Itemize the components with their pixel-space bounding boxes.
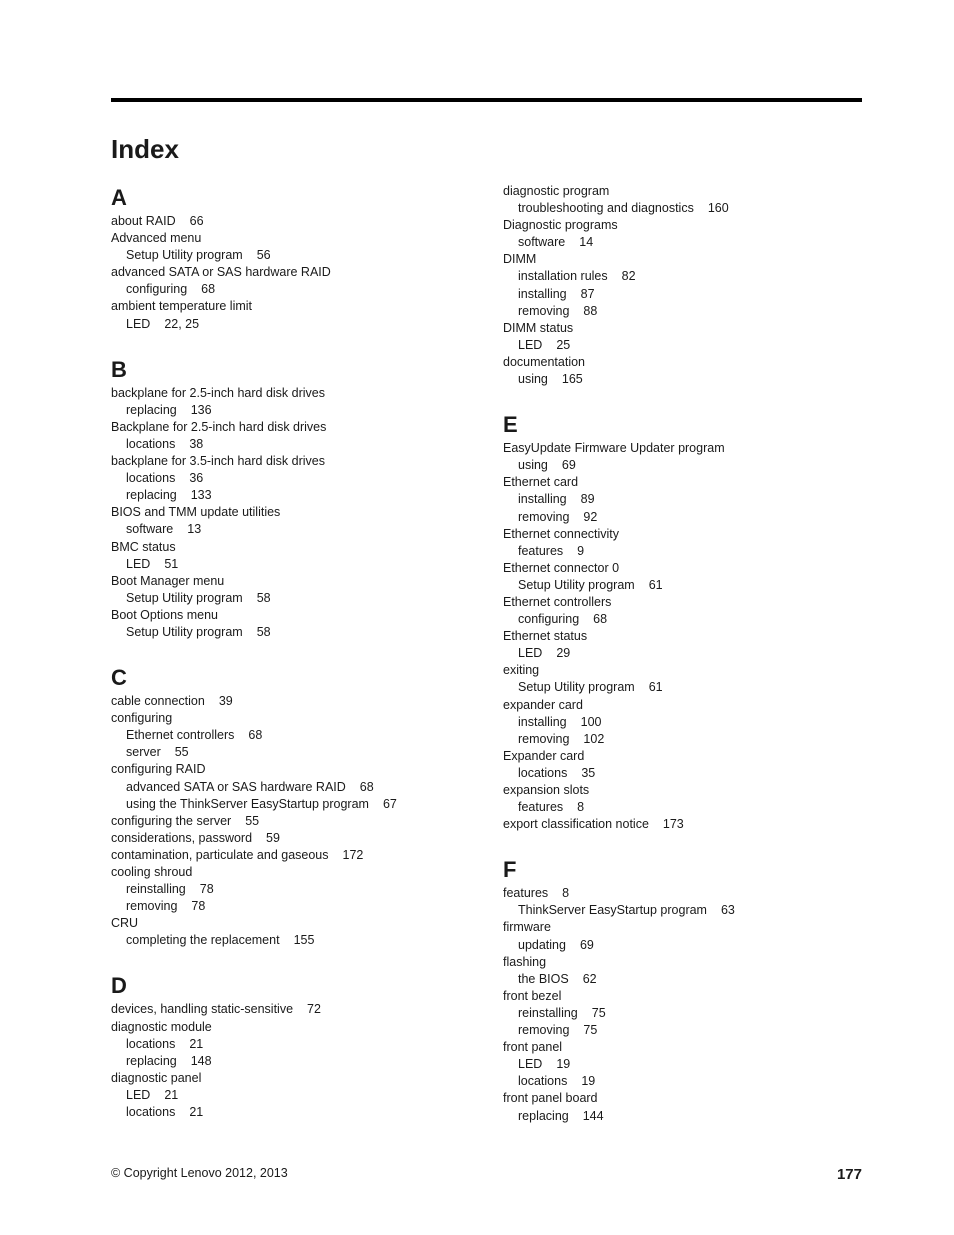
- entry-term: installing: [518, 714, 567, 729]
- index-entry: [503, 885, 863, 902]
- entry-term: using the ThinkServer EasyStartup program: [126, 796, 369, 811]
- entry-page-ref[interactable]: 68: [359, 779, 374, 794]
- entry-term: CRU: [111, 916, 139, 931]
- entry-page-ref[interactable]: 69: [579, 937, 594, 952]
- entry-page-ref[interactable]: 66: [189, 214, 204, 228]
- index-subentry: [503, 731, 863, 748]
- entry-term: configuring the server: [111, 813, 232, 828]
- entry-term: contamination, particulate and gaseous: [111, 847, 329, 862]
- entry-term: BMC status: [111, 539, 176, 554]
- index-entry: [111, 419, 471, 436]
- entry-page-ref[interactable]: 78: [191, 899, 206, 914]
- entry-term: configuring RAID: [111, 762, 206, 777]
- index-subentry: [503, 971, 863, 988]
- index-subentry: [111, 1036, 471, 1053]
- entry-term: locations: [126, 1105, 176, 1120]
- index-subentry: [111, 796, 471, 813]
- entry-page-ref[interactable]: 55: [245, 813, 260, 828]
- index-entry: [111, 813, 471, 830]
- index-entry: [111, 761, 471, 778]
- index-entry: [111, 504, 471, 521]
- index-subentry: [503, 337, 863, 354]
- page-number: 177: [836, 1166, 862, 1183]
- index-entry: [111, 864, 471, 881]
- entry-term: removing: [518, 509, 570, 524]
- entry-term: locations: [126, 436, 176, 451]
- index-subentry: [111, 521, 471, 538]
- index-entry: [111, 230, 471, 247]
- index-entry: [503, 560, 863, 577]
- entry-page-ref[interactable]: 92: [583, 509, 598, 524]
- index-subentry: [503, 902, 863, 919]
- entry-term: advanced SATA or SAS hardware RAID: [126, 779, 346, 794]
- section-letter: D: [111, 973, 127, 999]
- entry-term: reinstalling: [518, 1005, 578, 1020]
- entry-page-ref[interactable]: 58: [256, 624, 271, 639]
- index-entry: [111, 830, 471, 847]
- index-entry: [503, 354, 863, 371]
- index-subentry: [503, 491, 863, 508]
- index-subentry: [503, 457, 863, 474]
- index-entry: [503, 183, 863, 200]
- index-entry: [503, 628, 863, 645]
- entry-page-ref[interactable]: 8: [577, 800, 585, 815]
- entry-page-ref[interactable]: 133: [190, 488, 212, 503]
- entry-page-ref[interactable]: 63: [720, 903, 735, 918]
- index-subentry: [503, 937, 863, 954]
- index-entry: [503, 1039, 863, 1056]
- entry-term: DIMM: [503, 252, 537, 267]
- entry-term: reinstalling: [126, 882, 186, 897]
- entry-term: Ethernet status: [503, 629, 588, 644]
- entry-page-ref[interactable]: 56: [256, 248, 271, 263]
- entry-page-ref[interactable]: 38: [189, 436, 204, 451]
- index-subentry: [503, 1108, 863, 1125]
- section-letter: E: [503, 412, 518, 438]
- entry-term: replacing: [126, 402, 177, 417]
- index-entry: [503, 526, 863, 543]
- index-section: [111, 971, 471, 1121]
- entry-page-ref[interactable]: 61: [648, 680, 663, 695]
- index-section: [111, 183, 471, 333]
- entry-term: Setup Utility program: [126, 590, 243, 605]
- entry-page-ref[interactable]: 148: [190, 1053, 212, 1068]
- entry-page-ref[interactable]: 75: [583, 1023, 598, 1038]
- index-subentry: [503, 1005, 863, 1022]
- index-entry: [111, 693, 471, 710]
- entry-page-ref[interactable]: 100: [580, 714, 602, 729]
- index-entry: [503, 594, 863, 611]
- entry-page-ref[interactable]: 25: [556, 337, 571, 352]
- entry-term: removing: [518, 1023, 570, 1038]
- entry-term: LED: [518, 337, 543, 352]
- entry-term: removing: [126, 899, 178, 914]
- entry-page-ref[interactable]: 68: [248, 728, 263, 743]
- entry-page-ref[interactable]: 13: [187, 522, 202, 537]
- index-column-left: [111, 183, 471, 1143]
- entry-term: server: [126, 745, 161, 760]
- index-entry: [111, 539, 471, 556]
- index-subentry: [111, 624, 471, 641]
- index-entry: [111, 213, 471, 230]
- index-subentry: [111, 932, 471, 949]
- page-title: Index: [111, 134, 179, 164]
- entry-term: Backplane for 2.5-inch hard disk drives: [111, 419, 327, 434]
- index-section: [111, 355, 471, 641]
- index-subentry: [111, 779, 471, 796]
- index-subentry: [503, 1073, 863, 1090]
- entry-term: locations: [518, 765, 568, 780]
- section-letter: B: [111, 356, 127, 382]
- entry-term: using: [518, 372, 548, 387]
- entry-page-ref[interactable]: 165: [561, 372, 583, 387]
- index-entry: [503, 697, 863, 714]
- entry-term: diagnostic module: [111, 1019, 212, 1034]
- entry-term: cooling shroud: [111, 865, 193, 879]
- entry-term: locations: [126, 471, 176, 486]
- entry-term: Ethernet connector 0: [503, 560, 620, 575]
- index-column-right: [503, 183, 863, 1147]
- entry-term: about RAID: [111, 214, 176, 228]
- index-subentry: [111, 590, 471, 607]
- entry-term: LED: [518, 646, 543, 661]
- index-subentry: [503, 1056, 863, 1073]
- index-subentry: [111, 436, 471, 453]
- entry-term: LED: [126, 1087, 151, 1102]
- entry-page-ref[interactable]: 14: [579, 235, 594, 250]
- entry-term: Boot Manager menu: [111, 573, 225, 588]
- entry-term: LED: [126, 556, 151, 571]
- entry-page-ref[interactable]: 173: [662, 817, 684, 832]
- entry-term: using: [518, 458, 548, 473]
- index-entry: [111, 385, 471, 402]
- index-subentry: [111, 1087, 471, 1104]
- entry-page-ref[interactable]: 55: [174, 745, 189, 760]
- index-section: [503, 855, 863, 1124]
- entry-term: firmware: [503, 920, 551, 935]
- entry-term: exiting: [503, 663, 540, 678]
- entry-page-ref[interactable]: 62: [582, 971, 597, 986]
- index-subentry: [503, 765, 863, 782]
- entry-term: software: [518, 235, 566, 250]
- index-subentry: [111, 247, 471, 264]
- entry-term: expander card: [503, 697, 583, 712]
- entry-term: installation rules: [518, 269, 608, 284]
- entry-page-ref[interactable]: 68: [593, 612, 608, 627]
- entry-term: BIOS and TMM update utilities: [111, 505, 281, 520]
- entry-page-ref[interactable]: 19: [556, 1057, 571, 1072]
- entry-page-ref[interactable]: 78: [199, 882, 214, 897]
- entry-page-ref[interactable]: 51: [164, 556, 179, 571]
- index-entry: [111, 607, 471, 624]
- entry-term: Boot Options menu: [111, 607, 219, 622]
- index-subentry: [111, 1104, 471, 1121]
- entry-term: removing: [518, 303, 570, 318]
- entry-term: configuring: [111, 711, 173, 726]
- index-subentry: [503, 268, 863, 285]
- index-subentry: [503, 303, 863, 320]
- index-entry: [111, 573, 471, 590]
- index-entry: [111, 847, 471, 864]
- index-subentry: [111, 402, 471, 419]
- index-entry: [503, 919, 863, 936]
- index-entry: [503, 954, 863, 971]
- index-subentry: [111, 470, 471, 487]
- index-entry: [503, 217, 863, 234]
- entry-term: LED: [126, 316, 151, 331]
- entry-term: diagnostic program: [503, 184, 610, 198]
- entry-page-ref[interactable]: 75: [591, 1005, 606, 1020]
- entry-page-ref[interactable]: 82: [621, 269, 636, 284]
- index-entry: [111, 710, 471, 727]
- index-entry: [503, 662, 863, 679]
- header-rule: [111, 98, 862, 102]
- entry-page-ref[interactable]: 72: [307, 1002, 321, 1017]
- entry-term: Setup Utility program: [126, 248, 243, 263]
- index-subentry: [503, 645, 863, 662]
- entry-term: backplane for 3.5-inch hard disk drives: [111, 454, 326, 469]
- index-entry: [111, 1001, 471, 1018]
- entry-term: completing the replacement: [126, 933, 280, 948]
- entry-page-ref[interactable]: 8: [562, 886, 570, 901]
- index-subentry: [111, 881, 471, 898]
- entry-page-ref[interactable]: 172: [342, 847, 364, 862]
- index-entry: [503, 988, 863, 1005]
- index-entry: [503, 320, 863, 337]
- entry-term: DIMM status: [503, 320, 574, 335]
- entry-page-ref[interactable]: 39: [218, 694, 233, 709]
- entry-term: export classification notice: [503, 817, 649, 832]
- entry-term: front panel board: [503, 1091, 598, 1106]
- index-subentry: [503, 371, 863, 388]
- entry-term: Expander card: [503, 748, 585, 763]
- index-subentry: [111, 556, 471, 573]
- entry-term: advanced SATA or SAS hardware RAID: [111, 265, 331, 280]
- entry-term: locations: [518, 1074, 568, 1089]
- entry-page-ref[interactable]: 21: [189, 1036, 204, 1051]
- entry-term: software: [126, 522, 174, 537]
- entry-term: locations: [126, 1036, 176, 1051]
- entry-term: documentation: [503, 354, 586, 369]
- index-subentry: [111, 487, 471, 504]
- entry-term: LED: [518, 1057, 543, 1072]
- index-entry: [503, 816, 863, 833]
- entry-term: Setup Utility program: [518, 680, 635, 695]
- entry-term: front bezel: [503, 988, 562, 1003]
- entry-page-ref[interactable]: 144: [582, 1108, 604, 1123]
- index-entry: [111, 453, 471, 470]
- entry-term: cable connection: [111, 694, 205, 709]
- entry-page-ref[interactable]: 155: [293, 933, 315, 948]
- entry-term: features: [518, 800, 564, 815]
- section-letter: C: [111, 665, 127, 691]
- section-letter: A: [111, 185, 127, 210]
- index-entry: [111, 915, 471, 932]
- copyright-notice: © Copyright Lenovo 2012, 2013: [111, 1166, 288, 1180]
- entry-page-ref[interactable]: 68: [201, 282, 216, 297]
- index-subentry: [503, 234, 863, 251]
- index-subentry: [503, 1022, 863, 1039]
- index-subentry: [503, 799, 863, 816]
- entry-term: the BIOS: [518, 971, 569, 986]
- entry-term: configuring: [518, 612, 580, 627]
- entry-page-ref[interactable]: 160: [707, 201, 729, 216]
- entry-term: features: [518, 543, 564, 558]
- entry-term: Ethernet controllers: [126, 728, 235, 743]
- index-subentry: [503, 577, 863, 594]
- entry-page-ref[interactable]: 9: [577, 543, 585, 558]
- index-subentry: [111, 727, 471, 744]
- entry-page-ref[interactable]: 59: [266, 830, 280, 845]
- index-entry: [503, 474, 863, 491]
- index-subentry: [503, 200, 863, 217]
- entry-term: updating: [518, 937, 566, 952]
- index-entry: [503, 440, 863, 457]
- entry-page-ref[interactable]: 19: [581, 1074, 596, 1089]
- index-entry: [111, 298, 471, 315]
- entry-term: Setup Utility program: [518, 577, 635, 592]
- entry-term: installing: [518, 492, 567, 507]
- entry-page-ref[interactable]: 61: [648, 577, 663, 592]
- index-subentry: [111, 898, 471, 915]
- index-subentry: [111, 316, 471, 333]
- entry-page-ref[interactable]: 136: [190, 402, 212, 417]
- entry-term: ThinkServer EasyStartup program: [518, 903, 707, 918]
- entry-term: expansion slots: [503, 783, 590, 797]
- index-entry: [503, 1090, 863, 1107]
- index-subentry: [111, 281, 471, 298]
- entry-page-ref[interactable]: 102: [583, 731, 605, 746]
- index-section: [503, 410, 863, 833]
- entry-page-ref[interactable]: 89: [580, 492, 595, 507]
- index-entry: [503, 748, 863, 765]
- index-section: [503, 183, 863, 388]
- entry-term: front panel: [503, 1040, 563, 1055]
- entry-term: devices, handling static-sensitive: [111, 1002, 294, 1017]
- entry-term: ambient temperature limit: [111, 299, 253, 314]
- entry-term: troubleshooting and diagnostics: [518, 201, 694, 216]
- index-entry: [111, 1019, 471, 1036]
- entry-page-ref[interactable]: 21: [164, 1087, 179, 1102]
- index-entry: [503, 782, 863, 799]
- entry-term: features: [503, 886, 549, 901]
- entry-term: installing: [518, 286, 567, 301]
- entry-term: Ethernet card: [503, 475, 579, 490]
- index-entry: [111, 264, 471, 281]
- entry-term: replacing: [126, 1053, 177, 1068]
- index-subentry: [503, 611, 863, 628]
- index-subentry: [111, 744, 471, 761]
- entry-page-ref[interactable]: 87: [580, 286, 595, 301]
- index-subentry: [503, 679, 863, 696]
- entry-term: considerations, password: [111, 830, 253, 845]
- entry-page-ref[interactable]: 21: [189, 1105, 204, 1120]
- entry-page-ref[interactable]: 36: [189, 471, 204, 486]
- entry-page-ref[interactable]: 88: [583, 303, 598, 318]
- index-subentry: [503, 543, 863, 560]
- entry-page-ref[interactable]: 35: [581, 765, 596, 780]
- index-subentry: [111, 1053, 471, 1070]
- index-entry: [503, 251, 863, 268]
- index-subentry: [503, 509, 863, 526]
- entry-term: replacing: [518, 1108, 569, 1123]
- entry-page-ref[interactable]: 58: [256, 590, 271, 605]
- entry-page-ref[interactable]: 69: [561, 458, 576, 473]
- entry-term: configuring: [126, 282, 188, 297]
- entry-term: Ethernet controllers: [503, 594, 612, 609]
- entry-term: diagnostic panel: [111, 1070, 202, 1085]
- entry-term: removing: [518, 731, 570, 746]
- index-subentry: [503, 286, 863, 303]
- entry-term: flashing: [503, 954, 547, 969]
- entry-term: EasyUpdate Firmware Updater program: [503, 441, 725, 456]
- entry-term: Advanced menu: [111, 231, 202, 246]
- entry-term: backplane for 2.5-inch hard disk drives: [111, 385, 326, 400]
- index-section: [111, 663, 471, 949]
- index-subentry: [503, 714, 863, 731]
- entry-term: Ethernet connectivity: [503, 526, 620, 541]
- index-entry: [111, 1070, 471, 1087]
- entry-page-ref[interactable]: 29: [556, 646, 571, 661]
- entry-term: Setup Utility program: [126, 624, 243, 639]
- entry-term: replacing: [126, 488, 177, 503]
- section-letter: F: [503, 857, 517, 883]
- entry-page-ref[interactable]: 22, 25: [164, 316, 200, 331]
- entry-page-ref[interactable]: 67: [382, 796, 397, 811]
- entry-term: Diagnostic programs: [503, 218, 618, 233]
